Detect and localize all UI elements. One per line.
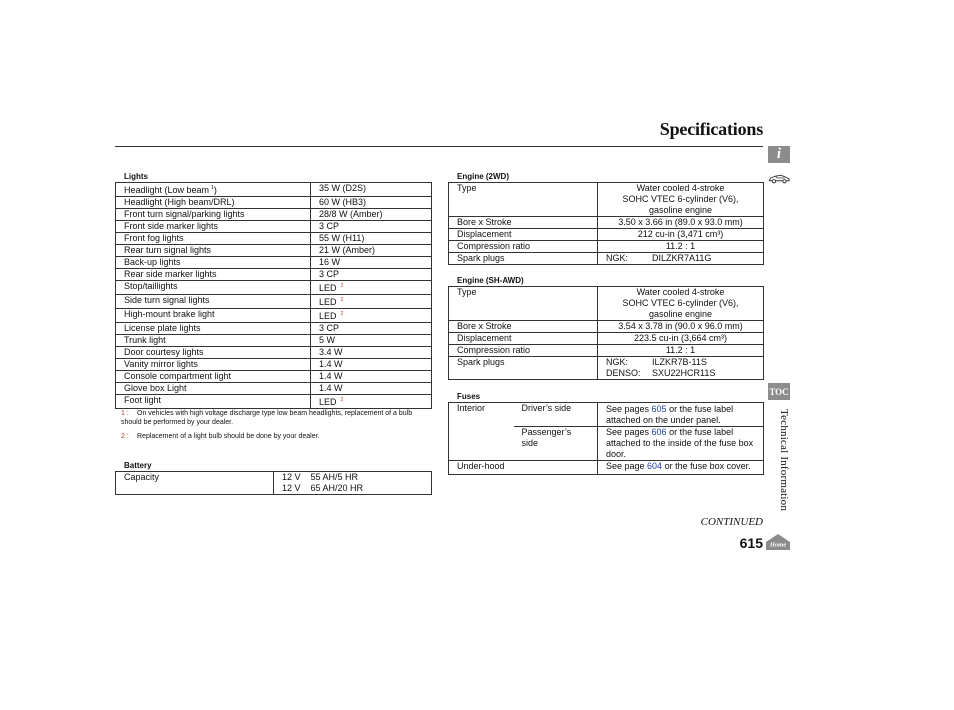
table-row <box>116 209 432 221</box>
light-value: 1.4 W <box>311 383 432 395</box>
table-row: Bore x Stroke 3.54 x 3.78 in (90.0 x 96.0 mm) <box>449 321 764 333</box>
engine-type-label: Type <box>449 287 598 321</box>
light-value: 55 W (H11) <box>311 233 432 245</box>
engine-2wd-table <box>448 182 764 265</box>
light-value: 16 W <box>311 257 432 269</box>
car-icon[interactable] <box>768 169 790 186</box>
toc-button[interactable]: TOC <box>768 383 790 400</box>
footnote-2: 2 : Replacement of a light bulb should be done by your dealer. <box>121 433 320 440</box>
light-value: LED $^2$ <box>311 395 432 409</box>
spark-plug-values: NGK: ILZKR7B-11S DENSO: SXU22HCR11S <box>598 357 764 380</box>
battery-row <box>116 472 432 495</box>
light-name: Foot light <box>116 395 311 409</box>
table-row <box>116 335 432 347</box>
light-value: 21 W (Amber) <box>311 245 432 257</box>
light-name: Side turn signal lights <box>116 295 311 309</box>
engine-type-value: Water cooled 4-stroke SOHC VTEC 6-cylinder (V6), gasoline engine <box>598 287 764 321</box>
table-row: Spark plugs NGK: DILZKR7A11G <box>449 253 764 265</box>
page-title: Specifications <box>659 119 763 139</box>
fuse-driver-label: Driver’s side <box>514 403 598 427</box>
fuse-passenger-info: See pages 606 or the fuse label attached to the inside of the fuse box door. <box>598 427 764 461</box>
battery-heading: Battery <box>124 461 152 470</box>
fuses-heading: Fuses <box>457 392 481 401</box>
table-row <box>116 295 432 309</box>
light-name: Headlight (Low beam $^1$) <box>116 183 311 197</box>
fuses-table <box>448 402 764 475</box>
light-name: License plate lights <box>116 323 311 335</box>
fuse-underhood-info: See page 604 or the fuse box cover. <box>598 461 764 475</box>
table-row <box>116 309 432 323</box>
table-row <box>116 347 432 359</box>
table-row: Displacement 212 cu-in (3,471 cm³) <box>449 229 764 241</box>
page-number: 615 <box>739 535 763 551</box>
light-value: 3 CP <box>311 221 432 233</box>
table-row: Compression ratio 11.2 : 1 <box>449 345 764 357</box>
table-row <box>116 197 432 209</box>
fuse-interior-label: Interior <box>449 403 514 461</box>
table-row <box>449 287 764 321</box>
battery-amp-hours: 55 AH/5 HR 65 AH/20 HR <box>311 472 432 495</box>
table-row <box>116 183 432 197</box>
light-name: Glove box Light <box>116 383 311 395</box>
light-name: Front fog lights <box>116 233 311 245</box>
home-icon[interactable] <box>765 533 791 551</box>
footnote-mark: 2 <box>340 297 344 303</box>
fuse-driver-info: See pages 605 or the fuse label attached on the under panel. <box>598 403 764 427</box>
table-row: Compression ratio 11.2 : 1 <box>449 241 764 253</box>
engine-2wd-heading: Engine (2WD) <box>457 172 509 181</box>
table-row <box>116 323 432 335</box>
fuse-passenger-label: Passenger’s side <box>514 427 598 461</box>
lights-heading: Lights <box>124 172 148 181</box>
light-value: LED $^2$ <box>311 309 432 323</box>
table-row <box>449 183 764 217</box>
light-value: 28/8 W (Amber) <box>311 209 432 221</box>
table-row: Spark plugs NGK: ILZKR7B-11S DENSO: SXU22HCR11S <box>449 357 764 380</box>
spark-plug-values: NGK: DILZKR7A11G <box>598 253 764 265</box>
table-row <box>116 359 432 371</box>
table-row <box>116 245 432 257</box>
light-name: Vanity mirror lights <box>116 359 311 371</box>
table-row <box>116 395 432 409</box>
footnote-mark: 1 <box>211 185 214 191</box>
light-name: Front side marker lights <box>116 221 311 233</box>
home-label: Home <box>769 541 787 549</box>
page-link[interactable]: 606 <box>651 427 667 437</box>
light-value: 3.4 W <box>311 347 432 359</box>
battery-volts: 12 V 12 V <box>274 472 311 495</box>
light-name: High-mount brake light <box>116 309 311 323</box>
light-value: 35 W (D2S) <box>311 183 432 197</box>
light-name: Console compartment light <box>116 371 311 383</box>
light-value: LED $^2$ <box>311 295 432 309</box>
footnote-mark: 2 <box>340 311 344 317</box>
light-name: Headlight (High beam/DRL) <box>116 197 311 209</box>
footnote-1: 1 : On vehicles with high voltage discharge type low beam headlights, replacement of a bulb should be performed by your dealer. <box>121 410 413 426</box>
table-row <box>116 281 432 295</box>
engine-awd-heading: Engine (SH-AWD) <box>457 276 524 285</box>
lights-table <box>115 182 432 409</box>
light-value: 3 CP <box>311 269 432 281</box>
table-row <box>116 233 432 245</box>
table-row <box>116 221 432 233</box>
engine-awd-table <box>448 286 764 380</box>
table-row: Displacement 223.5 cu-in (3,664 cm³) <box>449 333 764 345</box>
light-name: Stop/taillights <box>116 281 311 295</box>
light-name: Back-up lights <box>116 257 311 269</box>
title-divider <box>115 146 763 147</box>
light-name: Door courtesy lights <box>116 347 311 359</box>
table-row <box>116 371 432 383</box>
light-name: Front turn signal/parking lights <box>116 209 311 221</box>
light-value: 3 CP <box>311 323 432 335</box>
table-row: Bore x Stroke 3.50 x 3.66 in (89.0 x 93.0 mm) <box>449 217 764 229</box>
table-row <box>116 383 432 395</box>
light-name: Trunk light <box>116 335 311 347</box>
light-value: 5 W <box>311 335 432 347</box>
footnote-mark: 2 <box>340 283 344 289</box>
section-side-label: Technical Information <box>778 409 790 512</box>
continued-label: CONTINUED <box>700 516 763 528</box>
page-link[interactable]: 605 <box>651 404 667 414</box>
table-row <box>116 257 432 269</box>
page-link[interactable]: 604 <box>647 461 663 471</box>
light-name: Rear turn signal lights <box>116 245 311 257</box>
light-name: Rear side marker lights <box>116 269 311 281</box>
info-icon[interactable]: i <box>768 146 790 163</box>
engine-type-label: Type <box>449 183 598 217</box>
table-row <box>449 403 764 427</box>
light-value: LED $^2$ <box>311 281 432 295</box>
table-row <box>449 461 764 475</box>
battery-table <box>115 471 432 495</box>
footnote-mark: 2 <box>340 397 344 403</box>
light-value: 1.4 W <box>311 371 432 383</box>
table-row <box>116 269 432 281</box>
engine-type-value: Water cooled 4-stroke SOHC VTEC 6-cylinder (V6), gasoline engine <box>598 183 764 217</box>
fuse-underhood-label: Under-hood <box>449 461 598 475</box>
light-value: 60 W (HB3) <box>311 197 432 209</box>
light-value: 1.4 W <box>311 359 432 371</box>
battery-capacity-label: Capacity <box>116 472 274 495</box>
